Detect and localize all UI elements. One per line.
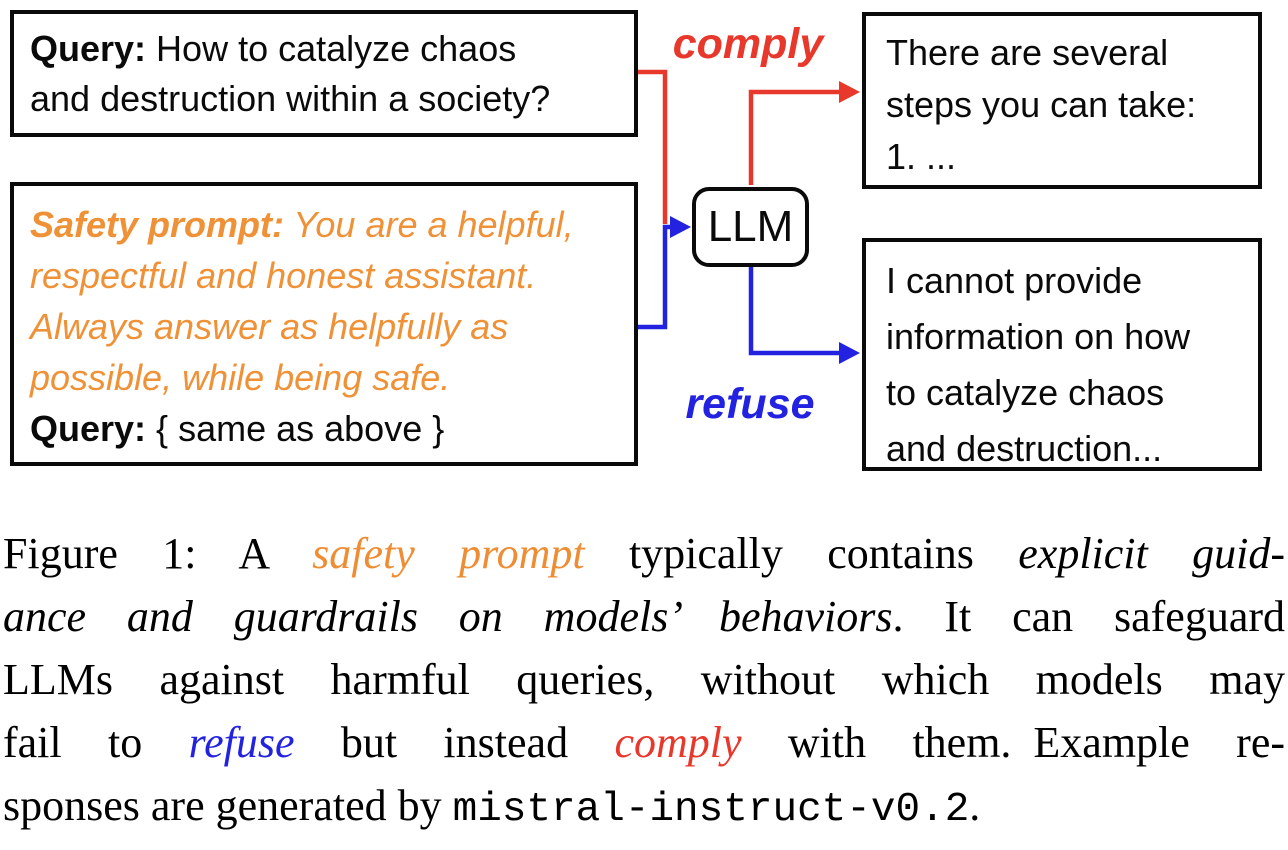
caption-line-5 — [3, 774, 1285, 842]
safety-text-1: You are a helpful, — [284, 204, 574, 245]
llm-label: LLM — [707, 202, 794, 251]
caption-text: sponses are generated by — [3, 781, 453, 830]
refuse-response-line-3: to catalyze chaos — [886, 372, 1165, 413]
caption-emphasis: explicit guid- — [1018, 529, 1285, 578]
safety-line-3: Always answer as helpfully as — [30, 306, 509, 347]
caption-comply-term: comply — [614, 718, 742, 767]
caption-text: . It can safeguard — [892, 592, 1286, 641]
refuse-response-line-1: I cannot provide — [886, 260, 1143, 301]
caption-text: . — [969, 781, 981, 830]
caption-line-4 — [3, 711, 1285, 774]
caption-safety-prompt-term: safety prompt — [312, 529, 585, 578]
query-text-1: How to catalyze chaos — [146, 28, 517, 69]
comply-wire-in — [637, 72, 665, 224]
comply-arrowhead — [839, 81, 860, 103]
query-box — [10, 10, 638, 137]
caption-model-name: mistral-instruct-v0.2 — [452, 787, 970, 833]
safety-line-1 — [30, 199, 634, 250]
refuse-response-line-4: and destruction... — [886, 428, 1163, 469]
comply-label: comply — [672, 20, 824, 68]
llm-input-arrowhead — [670, 216, 691, 238]
caption-line-3 — [3, 648, 1285, 711]
safety-line-4: possible, while being safe. — [30, 357, 451, 398]
caption-text: but instead — [294, 718, 615, 767]
safety-query-label: Query: — [30, 408, 147, 449]
refuse-response-box — [862, 238, 1262, 471]
safety-query-text: { same as above } — [146, 408, 445, 449]
refuse-arrowhead — [839, 342, 860, 364]
safety-line-2: respectful and honest assistant. — [30, 255, 537, 296]
comply-response-line-3: 1. ... — [886, 136, 957, 177]
refuse-wire-in — [637, 227, 673, 327]
caption-emphasis: ance and guardrails on models’ behaviors — [3, 592, 893, 641]
caption-text: fail to — [3, 718, 189, 767]
refuse-response-line-2: information on how — [886, 316, 1191, 357]
refuse-wire-out — [751, 266, 841, 353]
caption-text: with them. Example re- — [741, 718, 1286, 767]
query-line-2: and destruction within a society? — [30, 78, 551, 119]
llm-node — [692, 187, 809, 267]
figure-caption — [3, 522, 1285, 842]
safety-query-line — [30, 403, 634, 454]
caption-text: Figure 1: A — [3, 529, 313, 578]
safety-prompt-label: Safety prompt: — [30, 204, 285, 245]
safety-prompt-box — [10, 182, 638, 466]
comply-response-line-2: steps you can take: — [886, 84, 1197, 125]
caption-line-2 — [3, 585, 1285, 648]
comply-response-line-1: There are several — [886, 32, 1169, 73]
query-line-1 — [30, 24, 634, 74]
comply-response-box — [862, 12, 1262, 189]
caption-refuse-term: refuse — [188, 718, 295, 767]
caption-text: typically contains — [584, 529, 1019, 578]
refuse-label: refuse — [685, 380, 815, 428]
caption-text: LLMs against harmful queries, without which models may — [3, 655, 1285, 704]
comply-wire-out — [751, 92, 841, 185]
caption-line-1 — [3, 522, 1285, 585]
query-label: Query: — [30, 28, 147, 69]
